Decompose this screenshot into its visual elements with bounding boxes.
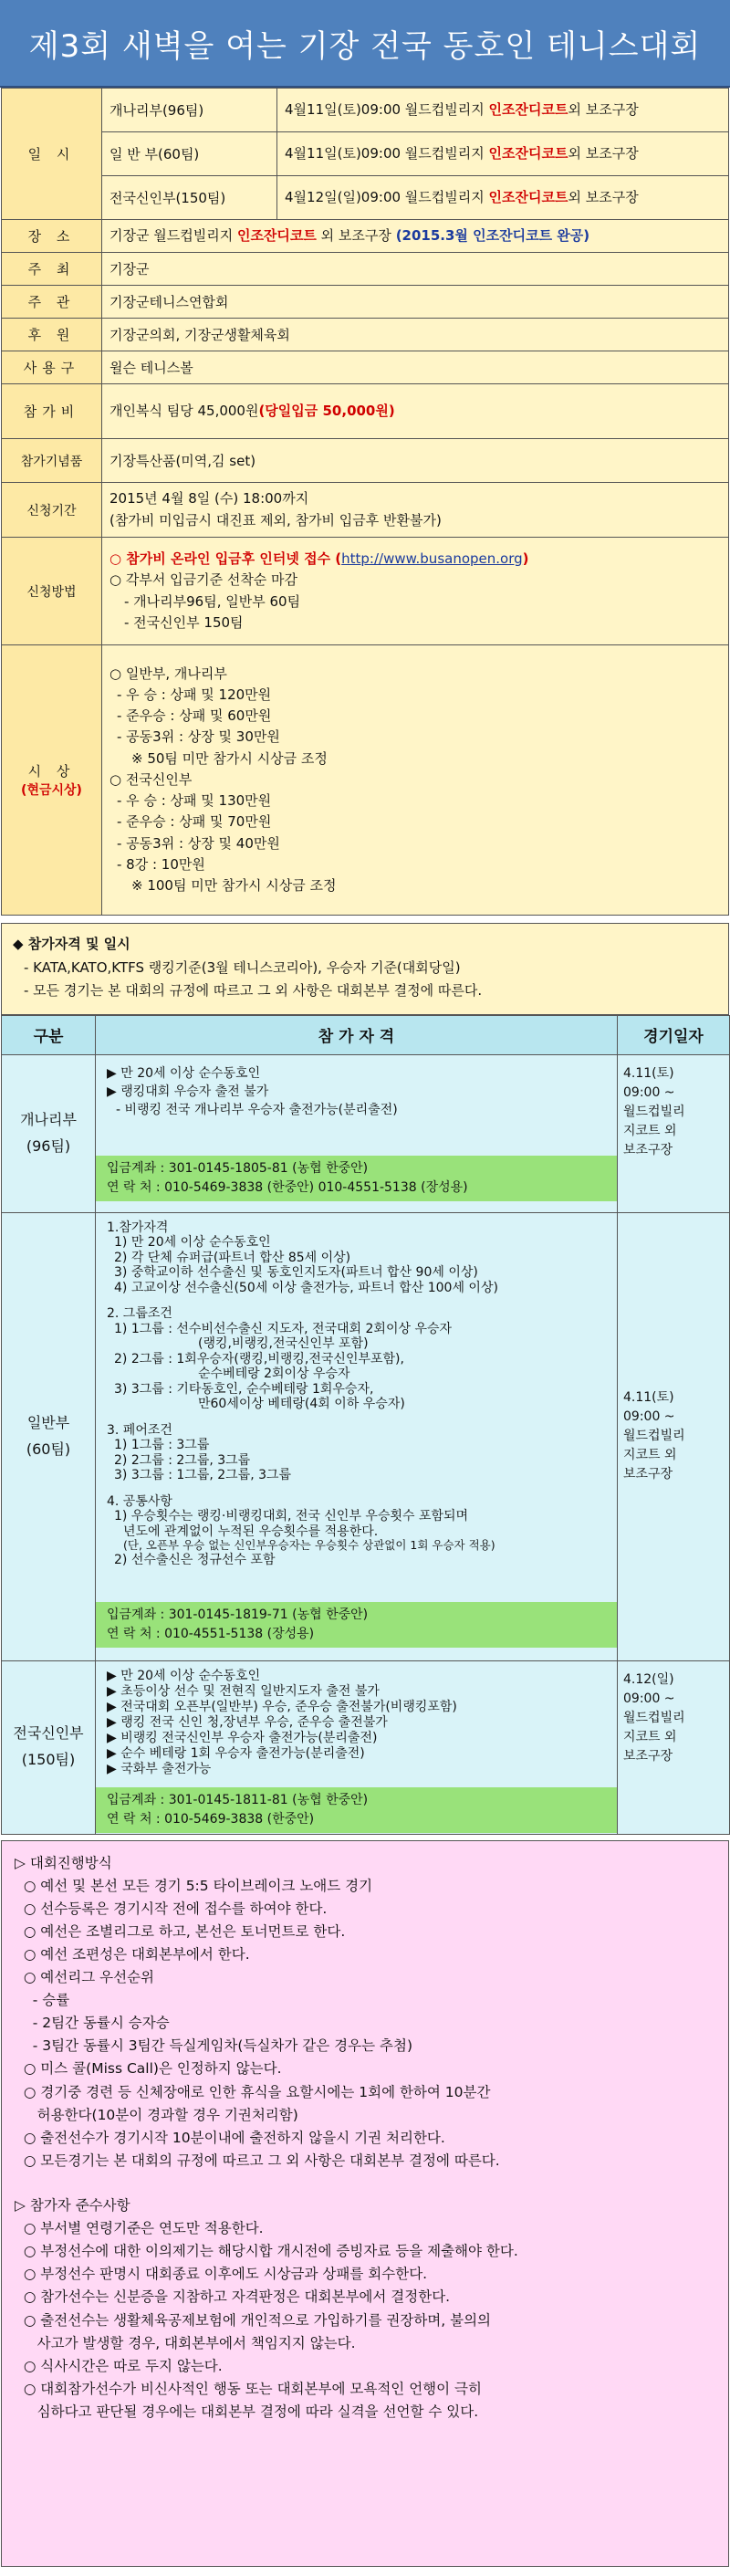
- schedule-division: 전국신인부(150팀): [102, 176, 277, 220]
- registration-link[interactable]: http://www.busanopen.org: [341, 550, 523, 567]
- rules-line: - 승률: [15, 1992, 70, 2009]
- date-cell: 4.11(토) 09:00 ~ 월드컵빌리 지코트 외 보조구장: [618, 1054, 730, 1212]
- schedule-division: 일 반 부(60팀): [102, 132, 277, 176]
- rules-line: 심하다고 판단될 경우에는 대회본부 결정에 따라 실격을 선언할 수 있다.: [15, 2403, 479, 2421]
- rules-line: ○ 참가선수는 신분증을 지참하고 자격판정은 대회본부에서 결정한다.: [15, 2288, 451, 2306]
- page-title: 제3회 새벽을 여는 기장 전국 동호인 테니스대회: [0, 0, 730, 88]
- rules-line: ○ 예선리그 우선순위: [15, 1969, 155, 1986]
- organizer-value: 기장군테니스연합회: [102, 286, 729, 319]
- qualification-line: - KATA,KATO,KTFS 랭킹기준(3월 테니스코리아), 우승자 기준(대회당일): [24, 958, 461, 976]
- rules-line: 사고가 발생할 경우, 대회본부에서 책임지지 않는다.: [15, 2334, 356, 2351]
- schedule-detail: 4월11일(토)09:00 월드컵빌리지 인조잔디코트외 보조구장: [277, 132, 729, 176]
- rules-line: - 3팀간 동률시 3팀간 득실게임차(득실차가 같은 경우는 추첨): [15, 2037, 412, 2055]
- rules-line: - 2팀간 동률시 승자승: [15, 2015, 170, 2032]
- date-cell: 4.11(토) 09:00 ~ 월드컵빌리 지코트 외 보조구장: [618, 1212, 730, 1660]
- payment-info: 입금계좌 : 301-0145-1819-71 (농협 한중안) 연 락 처 : 010-4551-5138 (장성용): [96, 1602, 617, 1648]
- rules-line: ○ 예선 및 본선 모든 경기 5:5 타이브레이크 노애드 경기: [15, 1877, 373, 1894]
- rules-line: ○ 부정선수에 대한 이의제기는 해당시합 개시전에 증빙자료 등을 제출해야 한다.: [15, 2243, 518, 2260]
- sponsor-label: 후 원: [2, 319, 102, 351]
- rules-line: ○ 경기중 경련 등 신체장애로 인한 휴식을 요할시에는 1회에 한하여 10분간: [15, 2083, 491, 2100]
- qualification-cell: ▶ 만 20세 이상 순수동호인 ▶ 초등이상 선수 및 전현직 일반지도자 출전 불가 ▶ 전국대회 오픈부(일반부) 우승, 준우승 출전불가(비랭킹포함) ▶ 랭킹 전국 신인 청,장년부 우승, 준우승 출전불가 ▶ 비랭킹 전국신인부 우승자 출전가능(분리출전) ▶ 순수 베테랑 1회 우승자 출전가능(분리출전) ▶ 국화부 출전가능 입금계좌 : 301-0145-1811-81 (농협 한중안) 연 락 처 : 010-5469-3838 (한중안): [96, 1660, 618, 1834]
- rules-line: ○ 선수등록은 경기시작 전에 접수를 하여야 한다.: [15, 1900, 328, 1917]
- host-value: 기장군: [102, 253, 729, 286]
- rules-line: ○ 부서별 연령기준은 연도만 적용한다.: [15, 2220, 264, 2237]
- sponsor-value: 기장군의회, 기장군생활체육회: [102, 319, 729, 351]
- rules-line: 허용한다(10분이 경과할 경우 기권처리함): [15, 2106, 298, 2123]
- gift-value: 기장특산품(미역,김 set): [102, 439, 729, 483]
- group-cell: 전국신인부 (150팀): [2, 1660, 96, 1834]
- venue-label: 장 소: [2, 220, 102, 253]
- header-group: 구분: [2, 1015, 96, 1054]
- payment-info: 입금계좌 : 301-0145-1805-81 (농협 한중안) 연 락 처 : 010-5469-3838 (한중안) 010-4551-5138 (장성용): [96, 1156, 617, 1201]
- header-qualification: 참 가 자 격: [96, 1015, 618, 1054]
- qualification-box: [1, 923, 729, 1015]
- table-row: [2, 1212, 730, 1660]
- qualification-cell: 1.참가자격 1) 만 20세 이상 순수동호인 2) 각 단체 슈퍼급(파트너 합산 85세 이상) 3) 중학교이하 선수출신 및 동호인지도자(파트너 합산 90세 이상) 4) 고교이상 선수출신(50세 이상 출전가능, 파트너 합산 100세 이상) 2. 그룹조건 1) 1그룹 : 선수비선수출신 지도자, 전국대회 2회이상 우승자 (랭킹,비랭킹,전국신인부 포함) 2) 2그룹 : 1회우승자(랭킹,비랭킹,전국신인부포함), 순수베테랑 2회이상 우승자 3) 3그룹 : 기타동호인, 순수베테랑 1회우승자, 만60세이상 베테랑(4회 이하 우승자) 3. 페어조건 1) 1그룹 : 3그룹 2) 2그룹 : 2그룹, 3그룹 3) 3그룹 : 1그룹, 2그룹, 3그룹 4. 공통사항 1) 우승횟수는 랭킹·비랭킹대회, 전국 신인부 우승횟수 포함되며 년도에 관계없이 누적된 우승횟수를 적용한다. (단, 오픈부 우승 없는 신인부우승자는 우승횟수 상관없이 1회 우승자 적용) 2) 선수출신은 정규선수 포함 입금계좌 : 301-0145-1819-71 (농협 한중안) 연 락 처 : 010-4551-5138 (장성용): [96, 1212, 618, 1660]
- rules-line: ○ 출전선수는 생활체육공제보험에 개인적으로 가입하기를 권장하며, 불의의: [15, 2311, 492, 2329]
- qualification-line: - 모든 경기는 본 대회의 규정에 따르고 그 외 사항은 대회본부 결정에 따른다.: [24, 982, 483, 999]
- rules-line: ▷ 참가자 준수사항: [15, 2197, 130, 2215]
- fee-label: 참가비: [2, 384, 102, 439]
- schedule-detail: 4월11일(토)09:00 월드컵빌리지 인조잔디코트외 보조구장: [277, 89, 729, 132]
- period-label: 신청기간: [2, 483, 102, 538]
- rules-line: ○ 출전선수가 경기시작 10분이내에 출전하지 않을시 기권 처리한다.: [15, 2129, 445, 2146]
- qualification-heading: ◆ 참가자격 및 일시: [13, 936, 130, 952]
- ball-value: 윌슨 테니스볼: [102, 351, 729, 384]
- rules-box: [1, 1840, 729, 2567]
- payment-info: 입금계좌 : 301-0145-1811-81 (농협 한중안) 연 락 처 : 010-5469-3838 (한중안): [96, 1787, 617, 1833]
- schedule-label: 일 시: [2, 89, 102, 220]
- schedule-detail: 4월12일(일)09:00 월드컵빌리지 인조잔디코트외 보조구장: [277, 176, 729, 220]
- group-cell: 개나리부 (96팀): [2, 1054, 96, 1212]
- rules-line: ○ 대회참가선수가 비신사적인 행동 또는 대회본부에 모욕적인 언행이 극히: [15, 2380, 482, 2397]
- table-row: [2, 1660, 730, 1834]
- rules-line: ○ 미스 콜(Miss Call)은 인정하지 않는다.: [15, 2060, 282, 2078]
- gift-label: 참가기념품: [2, 439, 102, 483]
- rules-line: ○ 모든경기는 본 대회의 규정에 따르고 그 외 사항은 대회본부 결정에 따른다.: [15, 2152, 500, 2169]
- prize-value: ○ 일반부, 개나리부 - 우 승 : 상패 및 120만원 - 준우승 : 상패 및 60만원 - 공동3위 : 상장 및 30만원 ※ 50팀 미만 참가시 시상금 조정 ○ 전국신인부 - 우 승 : 상패 및 130만원 - 준우승 : 상패 및 70만원 - 공동3위 : 상장 및 40만원 - 8강 : 10만원 ※ 100팀 미만 참가시 시상금 조정: [102, 645, 729, 916]
- ball-label: 사용구: [2, 351, 102, 384]
- host-label: 주 최: [2, 253, 102, 286]
- rules-line: ○ 식사시간은 따로 두지 않는다.: [15, 2357, 223, 2374]
- rules-line: ○ 부정선수 판명시 대회종료 이후에도 시상금과 상패를 회수한다.: [15, 2266, 428, 2283]
- date-cell: 4.12(일) 09:00 ~ 월드컵빌리 지코트 외 보조구장: [618, 1660, 730, 1834]
- period-value: 2015년 4월 8일 (수) 18:00까지 (참가비 미입금시 대진표 제외, 참가비 입금후 반환불가): [102, 483, 729, 538]
- method-value: ○ 참가비 온라인 입금후 인터넷 접수 (http://www.busanopen.org) ○ 각부서 입금기준 선착순 마감 - 개나리부96팀, 일반부 60팀 - 전국신인부 150팀: [102, 538, 729, 645]
- venue-value: 기장군 월드컵빌리지 인조잔디코트 외 보조구장 (2015.3월 인조잔디코트 완공): [102, 220, 729, 253]
- fee-value: 개인복식 팀당 45,000원(당일입금 50,000원): [102, 384, 729, 439]
- prize-label: 시 상 (현금시상): [2, 645, 102, 916]
- event-info-table: [1, 88, 729, 916]
- header-date: 경기일자: [618, 1015, 730, 1054]
- table-row: [2, 1054, 730, 1212]
- organizer-label: 주 관: [2, 286, 102, 319]
- rules-line: ▷ 대회진행방식: [15, 1854, 112, 1871]
- schedule-division: 개나리부(96팀): [102, 89, 277, 132]
- rules-line: ○ 예선은 조별리그로 하고, 본선은 토너먼트로 한다.: [15, 1922, 346, 1940]
- qualification-cell: ▶ 만 20세 이상 순수동호인 ▶ 랭킹대회 우승자 출전 불가 - 비랭킹 전국 개나리부 우승자 출전가능(분리출전) 입금계좌 : 301-0145-1805-81 (농협 한중안) 연 락 처 : 010-5469-3838 (한중안) 010-4551-5138 (장성용): [96, 1054, 618, 1212]
- rules-line: ○ 예선 조편성은 대회본부에서 한다.: [15, 1945, 250, 1963]
- division-table: [1, 1015, 730, 1835]
- group-cell: 일반부 (60팀): [2, 1212, 96, 1660]
- method-label: 신청방법: [2, 538, 102, 645]
